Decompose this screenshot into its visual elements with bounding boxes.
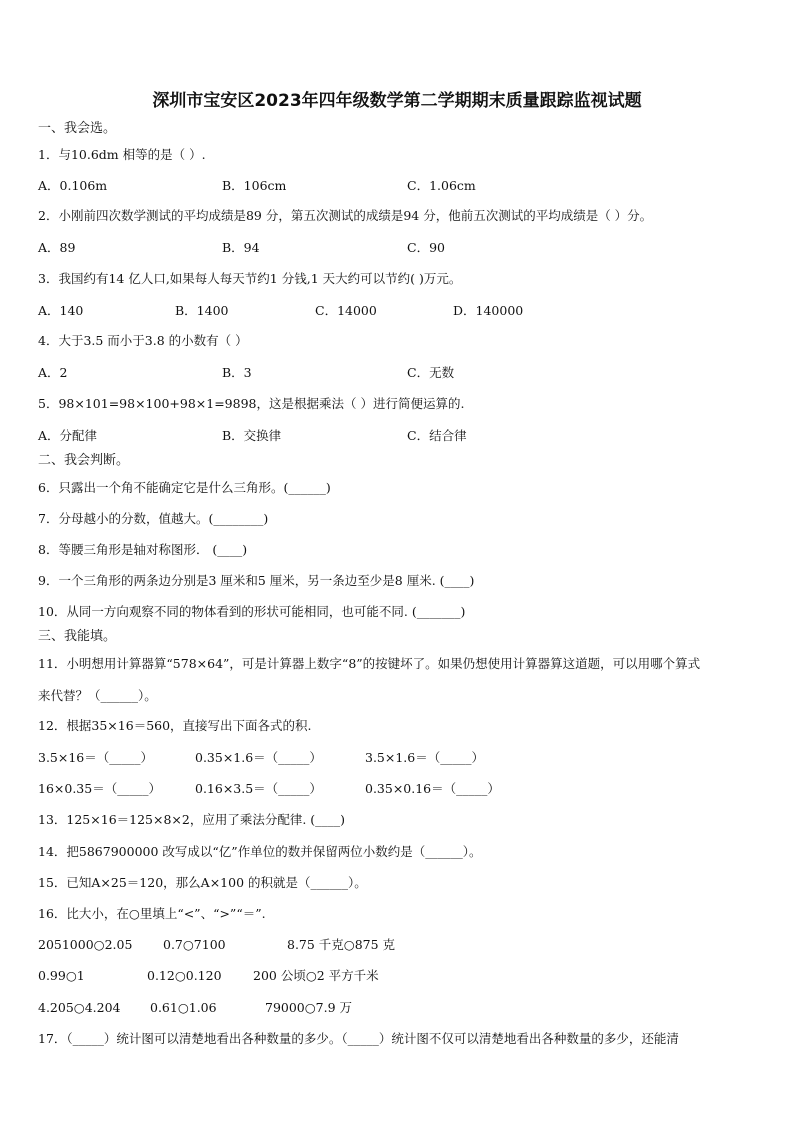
q2-option-c: C．90: [407, 240, 445, 255]
question-5: 5．98×101=98×100+98×1=9898，这是根据乘法（ ）进行简便运算的.: [38, 396, 465, 411]
q3-option-c: C．14000: [315, 303, 377, 318]
q4-option-c: C．无数: [407, 365, 455, 380]
q2-option-a: A．89: [38, 240, 76, 255]
q1-option-c: C．1.06cm: [407, 178, 476, 193]
q3-option-a: A．140: [38, 303, 84, 318]
section-heading-3: 三、我能填。: [38, 629, 117, 644]
q12-item: 0.35×0.16＝（_____）: [365, 781, 500, 796]
q12-item: 16×0.35＝（_____）: [38, 781, 161, 796]
question-7: 7．分母越小的分数，值越大。(________): [38, 511, 269, 526]
q16-item: 0.61○1.06: [150, 1000, 217, 1015]
q1-option-b: B．106cm: [222, 178, 287, 193]
question-16: 16．比大小，在○里填上“<”、“>”“＝”.: [38, 906, 266, 921]
q16-item: 0.12○0.120: [147, 968, 222, 983]
question-6: 6．只露出一个角不能确定它是什么三角形。(______): [38, 480, 331, 495]
question-17: 17．（_____）统计图可以清楚地看出各种数量的多少。（_____）统计图不仅可以清楚地看出各种数量的多少，还能清: [38, 1031, 679, 1046]
q12-item: 3.5×16＝（_____）: [38, 750, 154, 765]
section-heading-1: 一、我会选。: [38, 121, 117, 136]
question-9: 9．一个三角形的两条边分别是3 厘米和5 厘米，另一条边至少是8 厘米. (____): [38, 573, 475, 588]
q3-option-d: D．140000: [453, 303, 524, 318]
question-11-line-1: 11．小明想用计算器算“578×64”，可是计算器上数字“8”的按键坏了。如果仍想使用计算器算这道题，可以用哪个算式: [38, 656, 701, 671]
q16-item: 4.205○4.204: [38, 1000, 121, 1015]
q12-item: 3.5×1.6＝（_____）: [365, 750, 484, 765]
question-13: 13．125×16＝125×8×2，应用了乘法分配律. (____): [38, 812, 346, 827]
section-heading-2: 二、我会判断。: [38, 453, 130, 468]
question-2: 2．小刚前四次数学测试的平均成绩是89 分，第五次测试的成绩是94 分，他前五次测试的平均成绩是（ ）分。: [38, 208, 653, 223]
question-11-line-2: 来代替？（______）。: [38, 688, 157, 703]
q12-item: 0.35×1.6＝（_____）: [195, 750, 322, 765]
q1-option-a: A．0.106m: [38, 178, 108, 193]
q16-item: 2051000○2.05: [38, 937, 133, 952]
q5-option-a: A．分配律: [38, 428, 98, 443]
page-title: 深圳市宝安区2023年四年级数学第二学期期末质量跟踪监视试题: [152, 91, 642, 111]
q5-option-c: C．结合律: [407, 428, 467, 443]
question-14: 14．把5867900000 改写成以“亿”作单位的数并保留两位小数约是（______）。: [38, 844, 482, 859]
question-10: 10．从同一方向观察不同的物体看到的形状可能相同，也可能不同. (_______): [38, 604, 466, 619]
question-15: 15．已知A×25＝120，那么A×100 的积就是（______）。: [38, 875, 367, 890]
q4-option-b: B．3: [222, 365, 252, 380]
question-8: 8．等腰三角形是轴对称图形． (____): [38, 542, 248, 557]
question-1: 1．与10.6dm 相等的是（ ）.: [38, 147, 206, 162]
question-4: 4．大于3.5 而小于3.8 的小数有（ ）: [38, 333, 248, 348]
q16-item: 79000○7.9 万: [265, 1000, 353, 1015]
q16-item: 0.99○1: [38, 968, 85, 983]
q16-item: 200 公顷○2 平方千米: [253, 968, 379, 983]
q16-item: 0.7○7100: [163, 937, 226, 952]
q16-item: 8.75 千克○875 克: [287, 937, 396, 952]
q2-option-b: B．94: [222, 240, 260, 255]
q5-option-b: B．交换律: [222, 428, 282, 443]
question-3: 3．我国约有14 亿人口,如果每人每天节约1 分钱,1 天大约可以节约( )万元。: [38, 271, 462, 286]
q4-option-a: A．2: [38, 365, 68, 380]
q12-item: 0.16×3.5＝（_____）: [195, 781, 322, 796]
q3-option-b: B．1400: [175, 303, 229, 318]
question-12: 12．根据35×16＝560，直接写出下面各式的积.: [38, 718, 312, 733]
